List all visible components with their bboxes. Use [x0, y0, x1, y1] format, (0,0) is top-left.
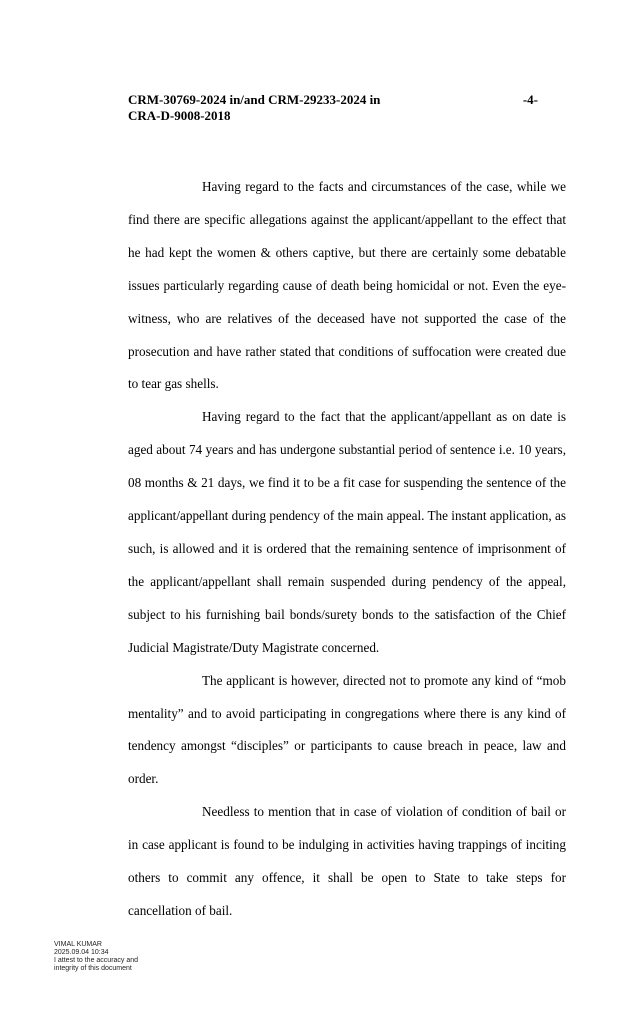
- attestation-line-1: I attest to the accuracy and: [54, 957, 139, 964]
- signer-name: VIMAL KUMAR: [54, 941, 102, 948]
- paragraph-facts: Having regard to the facts and circumstances of the case, while we find there are specific allegations against the applicant/appellant to the effect that he had kept the women & others captive, but there are certainly some debatable issues particularly regarding cause of death being homicidal or not. Even the eye-witness, who are relatives of the deceased have not supported the case of the prosecution and have rather stated that conditions of suffocation were created due to tear gas shells.: [128, 179, 566, 392]
- paragraph-directions: The applicant is however, directed not to promote any kind of “mob mentality” and to avoid participating in congregations where there is any kind of tendency amongst “disciples” or participants to cause breach in peace, law and order.: [128, 672, 566, 787]
- attestation-line-2: integrity of this document: [54, 965, 132, 972]
- paragraph-cancellation: Needless to mention that in case of violation of condition of bail or in case applicant is found to be indulging in activities having trappings of inciting others to commit any offence, it shall be open to State to take steps for cancellation of bail.: [128, 804, 566, 918]
- case-number-secondary: CRA-D-9008-2018: [128, 108, 231, 123]
- page-number: -4-: [522, 92, 538, 107]
- case-number-primary: CRM-30769-2024 in/and CRM-29233-2024 in: [128, 92, 381, 107]
- page-header: [128, 92, 538, 124]
- signature-timestamp: 2025.09.04 10:34: [54, 949, 109, 956]
- case-number-line: [128, 92, 538, 108]
- paragraph-suspension: Having regard to the fact that the applicant/appellant as on date is aged about 74 years and has undergone substantial period of sentence i.e. 10 years, 08 months & 21 days, we find it to be a fit case for suspending the sentence of the applicant/appellant during pendency of the main appeal. The instant application, as such, is allowed and it is ordered that the remaining sentence of imprisonment of the applicant/appellant shall remain suspended during pendency of the appeal, subject to his furnishing bail bonds/surety bonds to the satisfaction of the Chief Judicial Magistrate/Duty Magistrate concerned.: [128, 409, 566, 655]
- order-body: [128, 171, 566, 928]
- digital-signature-stamp: [54, 941, 138, 973]
